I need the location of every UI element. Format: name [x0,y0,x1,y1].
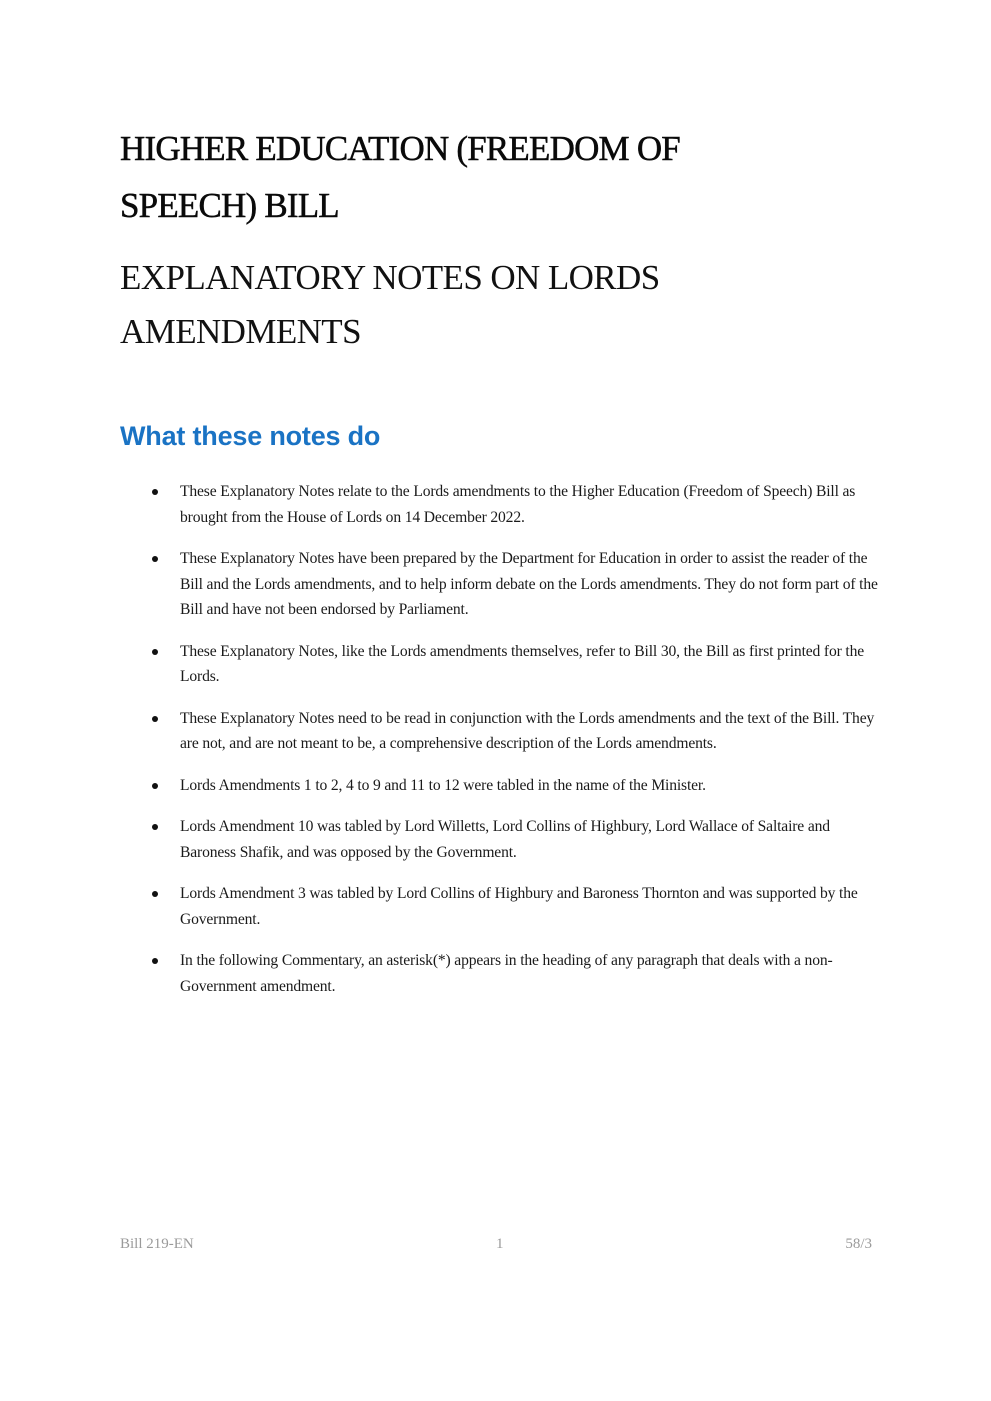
list-item-text: Lords Amendments 1 to 2, 4 to 9 and 11 to 12 were tabled in the name of the Minister. [180,776,706,794]
list-item [120,639,880,690]
list-item-text: Lords Amendment 10 was tabled by Lord Willetts, Lord Collins of Highbury, Lord Wallace of Saltaire and Baroness Shafik, and was opposed by the Government. [180,818,830,861]
list-item-text: Lords Amendment 3 was tabled by Lord Collins of Highbury and Baroness Thornton and was supported by the Government. [180,885,858,928]
list-item-text: These Explanatory Notes have been prepared by the Department for Education in order to assist the reader of the Bill and the Lords amendments, and to help inform debate on the Lords amendments. They do not form part of the Bill and have not been endorsed by Parliament. [180,550,878,618]
list-item-text: These Explanatory Notes relate to the Lords amendments to the Higher Education (Freedom of Speech) Bill as brought from the House of Lords on 14 December 2022. [180,483,856,526]
list-item-text: These Explanatory Notes need to be read in conjunction with the Lords amendments and the text of the Bill. They are not, and are not meant to be, a comprehensive description of the Lords amendments. [180,709,875,752]
list-item [120,546,880,623]
bullet-icon [152,958,158,964]
document-subtitle [120,251,820,359]
list-item [120,881,880,932]
page-footer [120,1236,872,1258]
list-item [120,479,880,530]
notes-bullet-list [120,479,880,999]
bullet-icon [152,824,158,830]
document-subtitle-line-2: AMENDMENTS [120,312,361,351]
list-item [120,773,880,799]
bill-title-line-1: HIGHER EDUCATION (FREEDOM OF [120,129,680,168]
bullet-icon [152,649,158,655]
bullet-icon [152,716,158,722]
bill-reference: Bill 219-EN [120,1236,194,1252]
bill-title [120,120,820,234]
bullet-icon [152,783,158,789]
bullet-icon [152,489,158,495]
list-item [120,948,880,999]
list-item-text: These Explanatory Notes, like the Lords amendments themselves, refer to Bill 30, the Bill as first printed for the Lords. [180,642,865,685]
document-subtitle-line-1: EXPLANATORY NOTES ON LORDS [120,258,660,297]
list-item [120,814,880,865]
page-number: 1 [496,1236,504,1252]
bill-title-line-2: SPEECH) BILL [120,186,339,225]
section-heading: What these notes do [120,421,381,451]
bullet-icon [152,556,158,562]
list-item-text: In the following Commentary, an asterisk(*) appears in the heading of any paragraph that deals with a non-Government amendment. [180,952,833,995]
list-item [120,706,880,757]
session-reference: 58/3 [845,1236,872,1252]
bullet-icon [152,891,158,897]
